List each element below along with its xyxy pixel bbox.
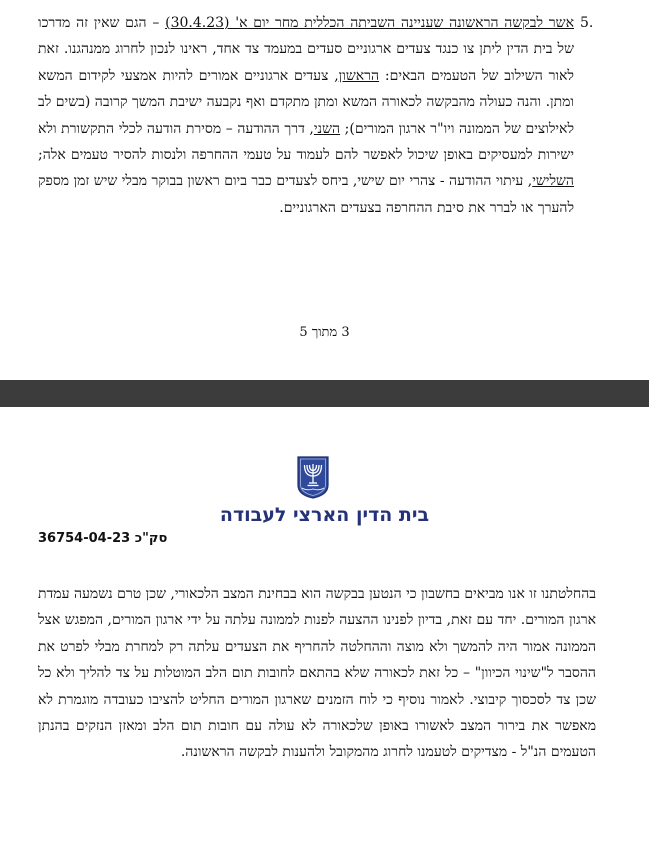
case-number-value: 36754-04-23 [38, 531, 131, 546]
page-4 [0, 407, 649, 843]
decision-paragraph [38, 581, 596, 766]
case-number [38, 531, 167, 546]
page-3 [0, 0, 649, 380]
menorah-emblem-icon [296, 455, 330, 499]
text-run: השלישי [532, 173, 574, 190]
court-name: בית הדין הארצי לעבודה [219, 504, 430, 526]
text-run: – הגם שאין זה מדרכו של בית הדין ליתן צו כנגד צעדים ארגוניים סעדים במעמד צד אחד, ראינו לנכון לחרוג ממנהגנו. זאת לאור השילוב של הטעמים הבאים: [38, 15, 574, 84]
case-prefix: סק"כ [134, 531, 168, 546]
text-run: , דרך ההודעה – מסירת הודעה לכלי התקשורת ולא ישירות למעסיקים באופן שיכול לאפשר להם לעמוד על טעמי ההחרפה ולנסות להסיר טעמים אלה; [38, 120, 574, 164]
text-run: השני [313, 120, 341, 137]
text-run: אשר לבקשה הראשונה שעניינה השביתה הכללית מחר יום א' (30.4.23) [165, 15, 574, 31]
text-run: , צעדים ארגוניים אמורים להיות אמצעי לקידום המשא ומתן. והנה כעולה מהבקשה לכאורה המשא ומתן מתקדם ואף נקבעה ישיבת המשך קרובה (בשים לב לאילוצים של הממונה ויו"ר ארגון המורים); [38, 67, 575, 137]
text-run: , עיתוי ההודעה - צהרי יום שישי, ביחס לצעדים כבר ביום ראשון בבוקר מבלי שיש זמן מספק להערך או לברר את סיבת ההחרפה בצעדים הארגוניים. [38, 173, 574, 216]
paragraph-5 [38, 10, 574, 221]
page-number: 3 מתוך 5 [299, 325, 350, 340]
text-run: בהחלטתנו זו אנו מביאים בחשבון כי הנטען בבקשה הוא בבחינת המצב הלכאורי, שכן טרם נשמעה עמדת ארגון המורים. יחד עם זאת, בדיון לפנינו ההצעה לפנות לממונה עלתה על ידי ארגון המורים, המפגש אצל הממונה אמור היה להמשך ולא מוצה וההחלטה להחריף את הצעדים עלתה רק למחרת מבלי לפרט את ההסבר ל"שינוי הכיוון" – כל זאת לכאורה שלא בהתאם לחובות תום הלב המוטלות על צד להליך ולא כל שכן צד לסכסוך קיבוצי. לאמור נוסיף כי לוח הזמנים שארגון המורים החליט להציבו כעובדה מוגמרת לא מאפשר את בירור המצב לאשורו באופן שלכאורה לא עולה עם חובות תום הלב ומאזן הנזקים בהנתן הטעמים הנ"ל - מצדיקים לטעמנו לחרוג מהמקובל ולהענות לבקשה הראשונה. [38, 586, 596, 761]
item-number: 5. [580, 15, 594, 31]
page-separator [0, 380, 649, 407]
text-run: הראשון [338, 67, 380, 84]
